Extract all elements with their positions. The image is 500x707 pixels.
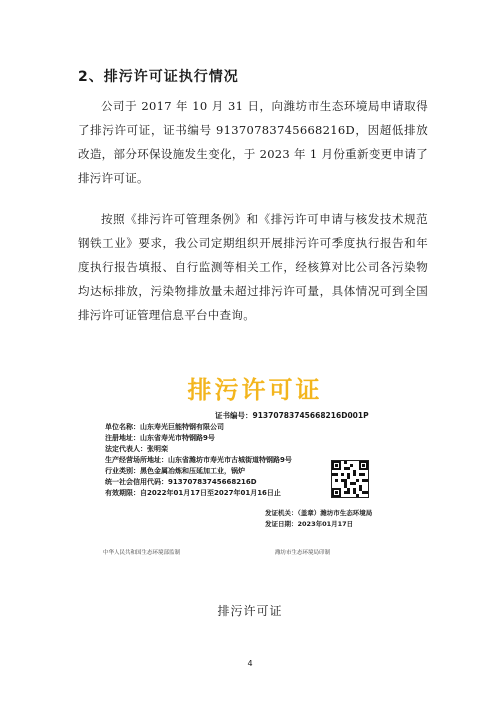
section-heading: 2、排污许可证执行情况 (78, 69, 239, 85)
certificate-title: 排污许可证 (187, 376, 323, 404)
qr-code-icon (331, 460, 369, 498)
paragraph-permit-compliance: 按照《排污许可管理条例》和《排污许可申请与核发技术规范 钢铁工业》要求，我公司定期组织开展排污许可季度执行报告和年度执行报告填报、自行监测等相关工作，经核算对比公司各污染物均达标排放，污染物排放量未超过排污许可量，具体情况可到全国排污许可证管理信息平台中查询。 (78, 212, 428, 322)
issuing-authority: 发证机关：（盖章）潍坊市生态环境局 (265, 509, 373, 517)
field-business-address: 生产经营场所地址：山东省潍坊市寿光市古城街道特钢路9号 (105, 456, 292, 464)
issue-date: 发证日期：2023年01月17日 (265, 520, 354, 528)
figure-caption: 排污许可证 (217, 604, 283, 618)
field-unit-name: 单位名称：山东寿光巨能特钢有限公司 (105, 423, 224, 431)
field-industry-category: 行业类别：黑色金属冶炼和压延加工业，锅炉 (105, 467, 245, 475)
certificate-issuer-block (265, 508, 372, 530)
certificate-footer-left: 中华人民共和国生态环境部监制 (103, 550, 181, 556)
field-registered-address: 注册地址：山东省寿光市特钢路9号 (105, 434, 215, 442)
field-legal-representative: 法定代表人：张明栾 (105, 445, 168, 453)
field-validity-period: 有效期限：自2022年01月17日至2027年01月16日止 (105, 489, 281, 497)
paragraph-permit-history: 公司于 2017 年 10 月 31 日，向潍坊市生态环境局申请取得了排污许可证，证书编号 91370783745668216D，因超低排放改造，部分环保设施发生变化，于 2023 年 1 月份重新变更申请了排污许可证。 (78, 99, 428, 185)
certificate-fields (105, 422, 292, 499)
field-credit-code: 统一社会信用代码：91370783745668216D (105, 478, 257, 486)
page-number: 4 (247, 659, 253, 668)
permit-certificate-image (95, 358, 415, 570)
certificate-footer-right: 潍坊市生态环境局印制 (275, 550, 331, 556)
certificate-number: 证书编号：91370783745668216D001P (215, 411, 369, 420)
